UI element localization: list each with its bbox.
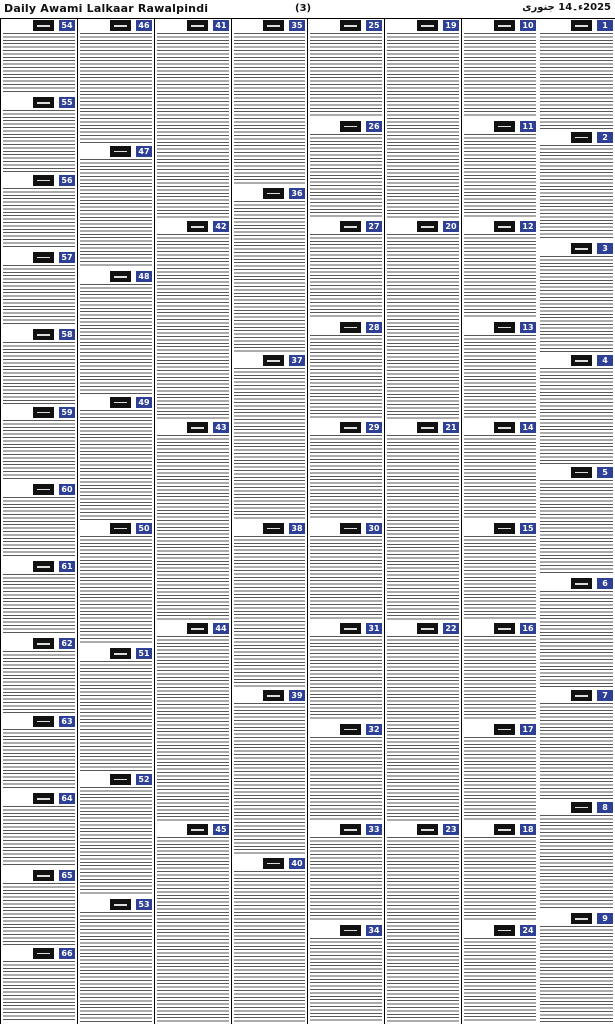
notice-number-badge: 40 [289, 858, 305, 869]
notice-item [386, 623, 460, 822]
notice-body-text [3, 651, 75, 712]
notice-body-text [387, 234, 459, 419]
notice-number-badge: 35 [289, 20, 305, 31]
notice-body-text [157, 435, 229, 620]
notice-body-text [464, 536, 536, 621]
notice-item [2, 20, 76, 95]
notice-column [461, 19, 538, 1024]
notice-stamp-icon [33, 948, 54, 959]
notice-number-badge: 19 [443, 20, 459, 31]
notice-stamp-icon [110, 271, 131, 282]
notice-item [233, 690, 306, 856]
notice-body-text [387, 435, 459, 620]
notice-item [463, 322, 537, 421]
notice-number-badge: 18 [520, 824, 536, 835]
masthead [0, 0, 615, 19]
notice-body-text [80, 536, 152, 646]
notice-column [77, 19, 154, 1024]
notice-number-badge: 26 [366, 121, 382, 132]
notice-stamp-icon [187, 422, 208, 433]
notice-stamp-icon [494, 221, 515, 232]
notice-body-text [80, 284, 152, 394]
notice-body-text [464, 335, 536, 420]
notice-stamp-icon [33, 716, 54, 727]
notice-number-badge: 8 [597, 802, 613, 813]
notice-item [463, 221, 537, 320]
notice-number-badge: 62 [59, 638, 75, 649]
notice-item [463, 623, 537, 722]
notice-stamp-icon [494, 422, 515, 433]
issue-date: 2025ء۔14 جنوری [522, 2, 611, 13]
notice-stamp-icon [340, 422, 361, 433]
notice-item [2, 561, 76, 636]
notice-number-badge: 14 [520, 422, 536, 433]
notice-stamp-icon [340, 20, 361, 31]
notice-number-badge: 57 [59, 252, 75, 263]
notice-stamp-icon [571, 20, 592, 31]
notice-number-badge: 13 [520, 322, 536, 333]
notice-number-badge: 47 [136, 146, 152, 157]
notice-number-badge: 24 [520, 925, 536, 936]
notice-item [463, 121, 537, 220]
notice-item [2, 97, 76, 172]
notice-stamp-icon [494, 20, 515, 31]
notice-number-badge: 45 [213, 824, 229, 835]
notice-number-badge: 32 [366, 724, 382, 735]
notice-body-text [387, 636, 459, 821]
notice-number-badge: 49 [136, 397, 152, 408]
notice-number-badge: 3 [597, 243, 613, 254]
notice-column [384, 19, 461, 1024]
notice-body-text [3, 33, 75, 94]
notice-item [79, 648, 153, 772]
notice-item [309, 824, 383, 923]
notice-stamp-icon [263, 690, 284, 701]
notice-body-text [540, 591, 613, 687]
notice-item [2, 252, 76, 327]
notice-number-badge: 23 [443, 824, 459, 835]
notice-body-text [540, 480, 613, 576]
notice-body-text [310, 335, 382, 420]
notice-number-badge: 48 [136, 271, 152, 282]
notice-stamp-icon [340, 925, 361, 936]
notice-stamp-icon [494, 121, 515, 132]
notice-item [79, 899, 153, 1023]
notice-item [309, 523, 383, 622]
notice-body-text [3, 883, 75, 944]
notice-body-text [540, 33, 613, 129]
notice-body-text [80, 787, 152, 897]
notice-number-badge: 59 [59, 407, 75, 418]
notice-item [2, 484, 76, 559]
notice-number-badge: 39 [289, 690, 305, 701]
notice-number-badge: 15 [520, 523, 536, 534]
notice-number-badge: 4 [597, 355, 613, 366]
notice-stamp-icon [263, 188, 284, 199]
notice-stamp-icon [494, 322, 515, 333]
notice-item [463, 20, 537, 119]
notice-column [307, 19, 384, 1024]
notice-item [539, 355, 614, 465]
notice-stamp-icon [33, 329, 54, 340]
notice-number-badge: 22 [443, 623, 459, 634]
notice-item [2, 175, 76, 250]
notice-body-text [310, 636, 382, 721]
notice-item [539, 802, 614, 912]
notice-item [309, 724, 383, 823]
notice-item [539, 690, 614, 800]
notice-number-badge: 6 [597, 578, 613, 589]
notice-body-text [464, 636, 536, 721]
notice-item [309, 422, 383, 521]
notice-stamp-icon [187, 824, 208, 835]
notice-number-badge: 61 [59, 561, 75, 572]
notice-stamp-icon [417, 824, 438, 835]
notice-stamp-icon [110, 146, 131, 157]
notice-item [309, 221, 383, 320]
notice-stamp-icon [340, 322, 361, 333]
notice-stamp-icon [263, 523, 284, 534]
notice-number-badge: 54 [59, 20, 75, 31]
notice-item [79, 774, 153, 898]
notice-body-text [3, 342, 75, 403]
notice-body-text [310, 737, 382, 822]
notice-number-badge: 64 [59, 793, 75, 804]
notice-stamp-icon [494, 925, 515, 936]
notice-body-text [540, 256, 613, 352]
notice-stamp-icon [33, 97, 54, 108]
notice-stamp-icon [33, 484, 54, 495]
notice-number-badge: 33 [366, 824, 382, 835]
notice-body-text [3, 497, 75, 558]
page-number: (3) [295, 3, 312, 14]
notice-number-badge: 21 [443, 422, 459, 433]
notice-page [0, 19, 615, 1024]
notice-item [233, 188, 306, 354]
notice-number-badge: 12 [520, 221, 536, 232]
notice-stamp-icon [110, 20, 131, 31]
notice-body-text [540, 145, 613, 241]
notice-item [2, 329, 76, 404]
notice-item [79, 20, 153, 144]
notice-body-text [464, 33, 536, 118]
notice-stamp-icon [263, 355, 284, 366]
notice-body-text [464, 737, 536, 822]
notice-item [463, 925, 537, 1024]
notice-body-text [464, 938, 536, 1023]
notice-item [309, 925, 383, 1024]
notice-body-text [3, 574, 75, 635]
notice-item [463, 422, 537, 521]
notice-stamp-icon [33, 407, 54, 418]
notice-item [539, 132, 614, 242]
notice-stamp-icon [494, 824, 515, 835]
notice-stamp-icon [340, 824, 361, 835]
notice-number-badge: 25 [366, 20, 382, 31]
notice-stamp-icon [340, 724, 361, 735]
notice-item [156, 422, 230, 621]
notice-body-text [310, 134, 382, 219]
notice-stamp-icon [340, 523, 361, 534]
notice-item [79, 397, 153, 521]
paper-name: Daily Awami Lalkaar Rawalpindi [4, 2, 209, 15]
notice-column [0, 19, 77, 1024]
notice-stamp-icon [494, 523, 515, 534]
notice-number-badge: 7 [597, 690, 613, 701]
notice-number-badge: 55 [59, 97, 75, 108]
notice-number-badge: 41 [213, 20, 229, 31]
notice-number-badge: 20 [443, 221, 459, 232]
notice-number-badge: 37 [289, 355, 305, 366]
notice-item [309, 322, 383, 421]
notice-stamp-icon [33, 20, 54, 31]
notice-stamp-icon [494, 623, 515, 634]
notice-item [156, 623, 230, 822]
notice-stamp-icon [571, 467, 592, 478]
notice-item [539, 578, 614, 688]
notice-stamp-icon [110, 774, 131, 785]
notice-body-text [387, 33, 459, 218]
notice-stamp-icon [571, 802, 592, 813]
notice-item [539, 467, 614, 577]
notice-item [386, 824, 460, 1023]
notice-stamp-icon [571, 690, 592, 701]
notice-body-text [540, 703, 613, 799]
notice-stamp-icon [110, 523, 131, 534]
notice-stamp-icon [263, 858, 284, 869]
notice-body-text [234, 871, 305, 1023]
notice-number-badge: 16 [520, 623, 536, 634]
notice-body-text [157, 636, 229, 821]
notice-column [231, 19, 307, 1024]
notice-stamp-icon [340, 623, 361, 634]
notice-body-text [310, 837, 382, 922]
notice-number-badge: 65 [59, 870, 75, 881]
notice-body-text [234, 368, 305, 520]
notice-stamp-icon [187, 623, 208, 634]
notice-number-badge: 30 [366, 523, 382, 534]
notice-item [309, 121, 383, 220]
notice-item [2, 407, 76, 482]
notice-number-badge: 2 [597, 132, 613, 143]
notice-number-badge: 51 [136, 648, 152, 659]
notice-stamp-icon [110, 397, 131, 408]
notice-number-badge: 1 [597, 20, 613, 31]
notice-number-badge: 5 [597, 467, 613, 478]
notice-body-text [80, 410, 152, 520]
notice-body-text [464, 837, 536, 922]
notice-number-badge: 11 [520, 121, 536, 132]
notice-number-badge: 29 [366, 422, 382, 433]
notice-stamp-icon [33, 175, 54, 186]
notice-stamp-icon [417, 221, 438, 232]
notice-stamp-icon [417, 422, 438, 433]
notice-number-badge: 28 [366, 322, 382, 333]
notice-stamp-icon [417, 20, 438, 31]
notice-stamp-icon [417, 623, 438, 634]
notice-item [463, 523, 537, 622]
notice-number-badge: 17 [520, 724, 536, 735]
notice-number-badge: 52 [136, 774, 152, 785]
notice-body-text [80, 661, 152, 771]
notice-item [156, 221, 230, 420]
notice-body-text [310, 234, 382, 319]
notice-number-badge: 66 [59, 948, 75, 959]
notice-number-badge: 34 [366, 925, 382, 936]
notice-stamp-icon [571, 578, 592, 589]
notice-stamp-icon [571, 913, 592, 924]
notice-body-text [80, 912, 152, 1022]
notice-body-text [540, 368, 613, 464]
notice-item [233, 523, 306, 689]
notice-number-badge: 56 [59, 175, 75, 186]
notice-column [538, 19, 615, 1024]
notice-item [2, 870, 76, 945]
notice-body-text [3, 961, 75, 1022]
notice-body-text [234, 536, 305, 688]
notice-body-text [540, 815, 613, 911]
notice-item [2, 948, 76, 1023]
notice-body-text [310, 435, 382, 520]
notice-stamp-icon [340, 221, 361, 232]
notice-body-text [234, 33, 305, 185]
notice-body-text [3, 729, 75, 790]
notice-item [309, 20, 383, 119]
notice-stamp-icon [110, 899, 131, 910]
notice-stamp-icon [33, 638, 54, 649]
notice-item [463, 724, 537, 823]
notice-stamp-icon [571, 243, 592, 254]
notice-body-text [157, 33, 229, 218]
notice-item [309, 623, 383, 722]
notice-stamp-icon [571, 355, 592, 366]
notice-body-text [464, 435, 536, 520]
notice-number-badge: 42 [213, 221, 229, 232]
notice-item [79, 523, 153, 647]
notice-number-badge: 50 [136, 523, 152, 534]
notice-body-text [80, 159, 152, 269]
notice-item [539, 913, 614, 1023]
notice-item [386, 221, 460, 420]
notice-body-text [310, 536, 382, 621]
notice-number-badge: 43 [213, 422, 229, 433]
notice-stamp-icon [571, 132, 592, 143]
notice-number-badge: 60 [59, 484, 75, 495]
notice-item [233, 858, 306, 1024]
notice-stamp-icon [110, 648, 131, 659]
notice-number-badge: 31 [366, 623, 382, 634]
notice-item [463, 824, 537, 923]
notice-body-text [310, 938, 382, 1023]
notice-body-text [157, 837, 229, 1022]
notice-item [386, 422, 460, 621]
notice-stamp-icon [187, 20, 208, 31]
notice-body-text [464, 234, 536, 319]
notice-number-badge: 46 [136, 20, 152, 31]
notice-column [154, 19, 231, 1024]
notice-stamp-icon [263, 20, 284, 31]
notice-stamp-icon [340, 121, 361, 132]
notice-body-text [387, 837, 459, 1022]
notice-number-badge: 44 [213, 623, 229, 634]
notice-number-badge: 36 [289, 188, 305, 199]
notice-number-badge: 10 [520, 20, 536, 31]
notice-item [2, 638, 76, 713]
notice-body-text [540, 926, 613, 1022]
notice-item [2, 716, 76, 791]
notice-body-text [234, 703, 305, 855]
notice-body-text [3, 265, 75, 326]
notice-number-badge: 38 [289, 523, 305, 534]
notice-number-badge: 53 [136, 899, 152, 910]
notice-stamp-icon [33, 793, 54, 804]
notice-item [79, 146, 153, 270]
notice-item [539, 20, 614, 130]
notice-item [233, 355, 306, 521]
notice-number-badge: 58 [59, 329, 75, 340]
notice-body-text [3, 188, 75, 249]
notice-item [233, 20, 306, 186]
notice-item [156, 824, 230, 1023]
notice-number-badge: 63 [59, 716, 75, 727]
notice-body-text [80, 33, 152, 143]
notice-stamp-icon [494, 724, 515, 735]
notice-body-text [464, 134, 536, 219]
notice-item [539, 243, 614, 353]
notice-body-text [157, 234, 229, 419]
notice-body-text [3, 420, 75, 481]
notice-stamp-icon [187, 221, 208, 232]
notice-body-text [310, 33, 382, 118]
notice-item [79, 271, 153, 395]
notice-body-text [3, 806, 75, 867]
notice-number-badge: 27 [366, 221, 382, 232]
notice-stamp-icon [33, 252, 54, 263]
notice-number-badge: 9 [597, 913, 613, 924]
notice-body-text [3, 110, 75, 171]
notice-item [386, 20, 460, 219]
notice-body-text [234, 201, 305, 353]
notice-item [2, 793, 76, 868]
notice-item [156, 20, 230, 219]
notice-stamp-icon [33, 561, 54, 572]
notice-stamp-icon [33, 870, 54, 881]
